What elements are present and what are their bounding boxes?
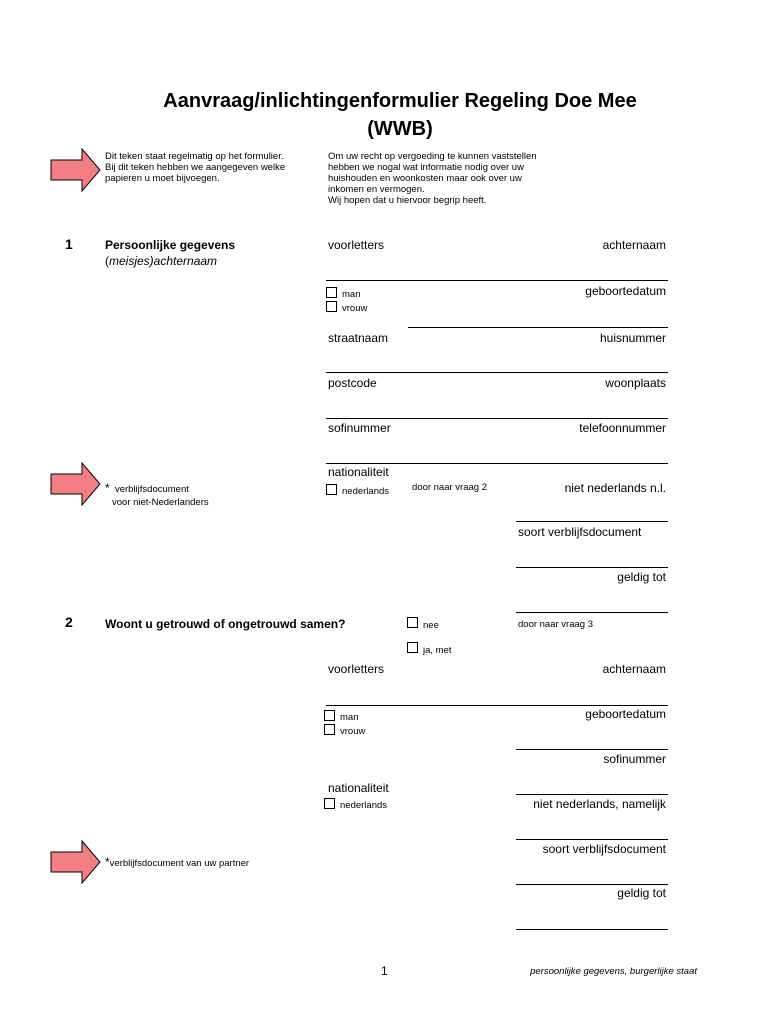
label-huisnummer: huisnummer bbox=[599, 331, 666, 345]
page-number: 1 bbox=[381, 964, 388, 978]
note-verblijfsdocument: * verblijfsdocument bbox=[105, 481, 189, 495]
label-partner-man: man bbox=[340, 712, 359, 723]
page-subtitle: (WWB) bbox=[367, 118, 433, 140]
label-partner-voorletters: voorletters bbox=[328, 662, 385, 676]
label-ja-met: ja, met bbox=[423, 645, 452, 656]
label-voorletters: voorletters bbox=[328, 238, 385, 252]
page-title: Aanvraag/inlichtingenformulier Regeling Doe Mee bbox=[163, 90, 637, 112]
input-line-telefoon[interactable] bbox=[326, 463, 668, 464]
section-1-heading: Persoonlijke gegevens bbox=[105, 238, 236, 252]
input-line-adres[interactable] bbox=[326, 372, 668, 373]
label-partner-geldig-tot: geldig tot bbox=[617, 886, 666, 900]
label-man: man bbox=[342, 289, 361, 300]
section-2-heading: Woont u getrouwd of ongetrouwd samen? bbox=[105, 617, 346, 631]
section-2-number: 2 bbox=[65, 614, 73, 630]
checkbox-partner-man[interactable] bbox=[324, 710, 335, 721]
attachment-arrow-icon bbox=[50, 462, 102, 506]
input-line-naam[interactable] bbox=[326, 280, 668, 281]
checkbox-man[interactable] bbox=[326, 287, 337, 298]
label-partner-nationaliteit: nationaliteit bbox=[328, 781, 389, 795]
label-nee: nee bbox=[423, 620, 439, 631]
input-line-woonplaats[interactable] bbox=[326, 418, 668, 419]
label-woonplaats: woonplaats bbox=[605, 376, 666, 390]
input-line-partner-sofinummer[interactable] bbox=[516, 794, 668, 795]
label-soort-verblijfsdocument: soort verblijfsdocument bbox=[518, 525, 642, 539]
label-telefoonnummer: telefoonnummer bbox=[579, 421, 666, 435]
label-door-naar-vraag-3: door naar vraag 3 bbox=[518, 619, 593, 630]
label-partner-geboortedatum: geboortedatum bbox=[585, 707, 666, 721]
attachment-arrow-icon bbox=[50, 148, 102, 192]
label-postcode: postcode bbox=[328, 376, 377, 390]
checkbox-ja-met[interactable] bbox=[407, 642, 418, 653]
intro-left-text: Dit teken staat regelmatig op het formulier. Bij dit teken hebben we aangegeven welke papieren u moet bijvoegen. bbox=[105, 151, 286, 184]
label-partner-achternaam: achternaam bbox=[602, 662, 666, 676]
attachment-arrow-icon bbox=[50, 840, 102, 884]
note-voor-niet-nederlanders: voor niet-Nederlanders bbox=[112, 497, 209, 508]
intro-right-text: Om uw recht op vergoeding te kunnen vaststellen hebben we nogal wat informatie nodig over uw huishouden en woonkosten maar ook over uw inkomen en vermogen. Wij hopen dat u hiervoor begrip heeft. bbox=[328, 151, 537, 206]
section-1-number: 1 bbox=[65, 236, 73, 252]
label-achternaam: achternaam bbox=[602, 238, 666, 252]
note-partner-verblijfsdocument: *verblijfsdocument van uw partner bbox=[105, 855, 250, 869]
input-line-soort[interactable] bbox=[516, 567, 668, 568]
label-geldig-tot: geldig tot bbox=[617, 570, 666, 584]
label-straatnaam: straatnaam bbox=[328, 331, 389, 345]
checkbox-nederlands[interactable] bbox=[326, 484, 337, 495]
input-line-partner-naam[interactable] bbox=[326, 705, 668, 706]
label-partner-sofinummer: sofinummer bbox=[603, 752, 666, 766]
checkbox-partner-vrouw[interactable] bbox=[324, 724, 335, 735]
input-line-partner-niet-nederlands[interactable] bbox=[516, 839, 668, 840]
input-line-niet-nederlands[interactable] bbox=[516, 521, 668, 522]
label-partner-nederlands: nederlands bbox=[340, 800, 388, 811]
input-line-partner-geboortedatum[interactable] bbox=[516, 749, 668, 750]
label-niet-nederlands: niet nederlands n.l. bbox=[564, 481, 666, 495]
input-line-geboortedatum[interactable] bbox=[408, 327, 668, 328]
label-door-naar-vraag-2: door naar vraag 2 bbox=[412, 482, 487, 493]
section-1-subheading: (meisjes)achternaam bbox=[105, 254, 218, 268]
input-line-geldig[interactable] bbox=[516, 612, 668, 613]
label-nederlands: nederlands bbox=[342, 486, 390, 497]
label-partner-niet-nederlands: niet nederlands, namelijk bbox=[533, 797, 666, 811]
label-vrouw: vrouw bbox=[342, 303, 368, 314]
label-partner-soort-verblijfsdocument: soort verblijfsdocument bbox=[542, 842, 666, 856]
input-line-partner-soort[interactable] bbox=[516, 884, 668, 885]
checkbox-nee[interactable] bbox=[407, 617, 418, 628]
label-partner-vrouw: vrouw bbox=[340, 726, 366, 737]
checkbox-partner-nederlands[interactable] bbox=[324, 798, 335, 809]
footer-caption: persoonlijke gegevens, burgerlijke staat bbox=[530, 966, 697, 977]
checkbox-vrouw[interactable] bbox=[326, 301, 337, 312]
label-geboortedatum: geboortedatum bbox=[585, 284, 666, 298]
input-line-partner-geldig[interactable] bbox=[516, 929, 668, 930]
label-sofinummer: sofinummer bbox=[328, 421, 391, 435]
label-nationaliteit: nationaliteit bbox=[328, 465, 389, 479]
